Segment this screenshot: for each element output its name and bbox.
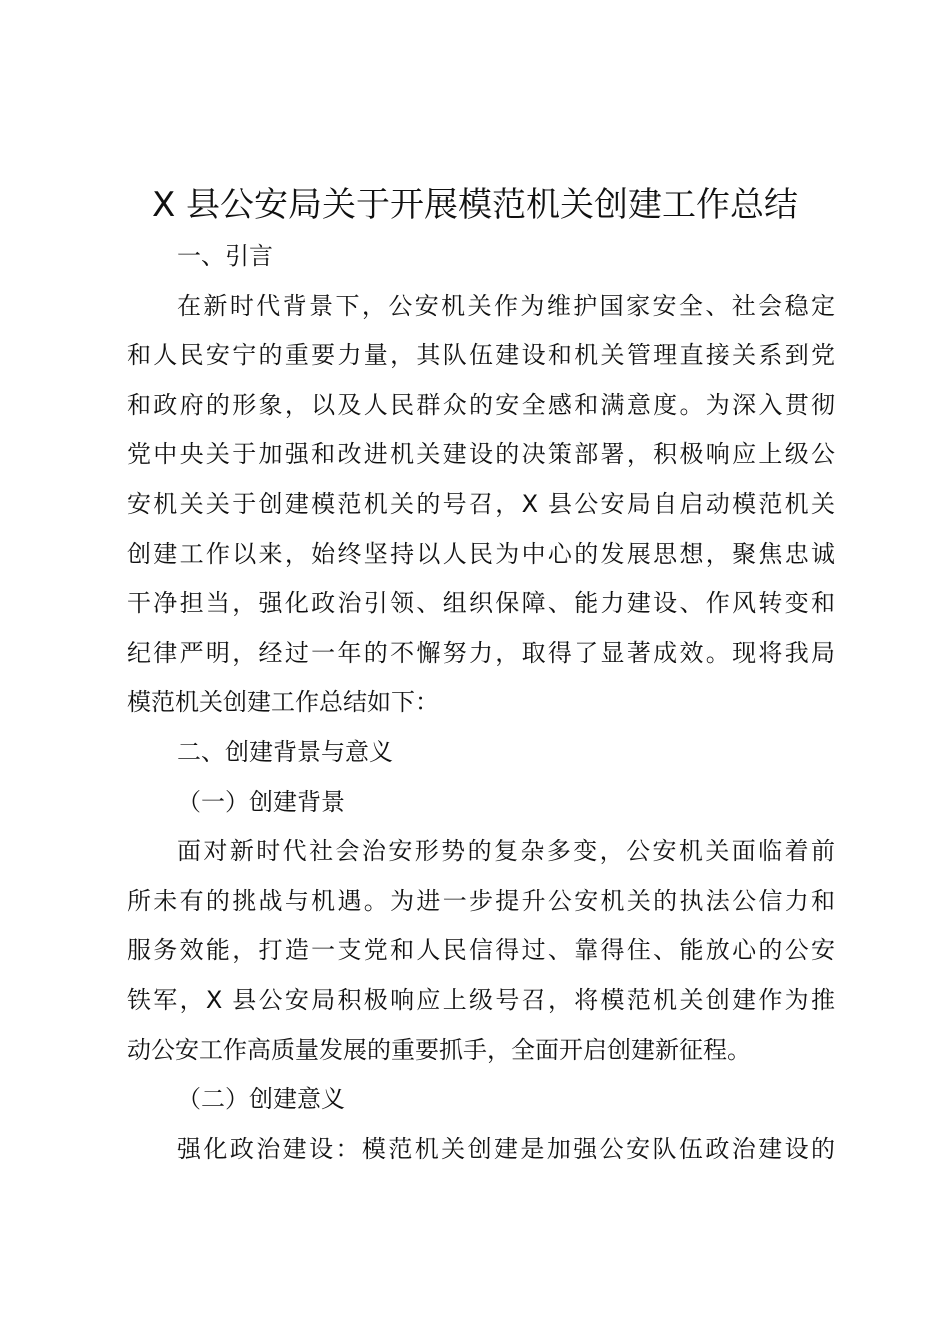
subsection-heading-background: （一）创建背景 [177,787,345,816]
document-body [127,232,835,1174]
paragraph-line: 创建工作以来，始终坚持以人民为中心的发展思想，聚焦忠诚 [127,539,835,568]
document-title: X 县公安局关于开展模范机关创建工作总结 [151,185,799,225]
paragraph-line: 在新时代背景下，公安机关作为维护国家安全、社会稳定 [177,291,835,320]
paragraph-line: 服务效能，打造一支党和人民信得过、靠得住、能放心的公安 [127,936,835,965]
section-heading-background: 二、创建背景与意义 [177,737,393,766]
paragraph-line: 和政府的形象，以及人民群众的安全感和满意度。为深入贯彻 [127,390,835,419]
paragraph-line: 动公安工作高质量发展的重要抓手，全面开启创建新征程。 [127,1035,751,1064]
paragraph-line: 强化政治建设：模范机关创建是加强公安队伍政治建设的 [177,1134,835,1163]
paragraph-line: 纪律严明，经过一年的不懈努力，取得了显著成效。现将我局 [127,638,835,667]
paragraph-line: 和人民安宁的重要力量，其队伍建设和机关管理直接关系到党 [127,341,835,370]
paragraph-line: 党中央关于加强和改进机关建设的决策部署，积极响应上级公 [127,440,835,469]
paragraph-line: 模范机关创建工作总结如下： [127,688,439,717]
section-heading-introduction: 一、引言 [177,242,273,270]
subsection-heading-significance: （二）创建意义 [177,1085,345,1114]
paragraph-line: 安机关关于创建模范机关的号召，X 县公安局自启动模范机关 [127,489,835,518]
paragraph-line: 干净担当，强化政治引领、组织保障、能力建设、作风转变和 [127,589,835,618]
paragraph-line: 面对新时代社会治安形势的复杂多变，公安机关面临着前 [177,837,835,866]
paragraph-line: 铁军，X 县公安局积极响应上级号召，将模范机关创建作为推 [127,985,835,1014]
paragraph-line: 所未有的挑战与机遇。为进一步提升公安机关的执法公信力和 [127,886,835,915]
